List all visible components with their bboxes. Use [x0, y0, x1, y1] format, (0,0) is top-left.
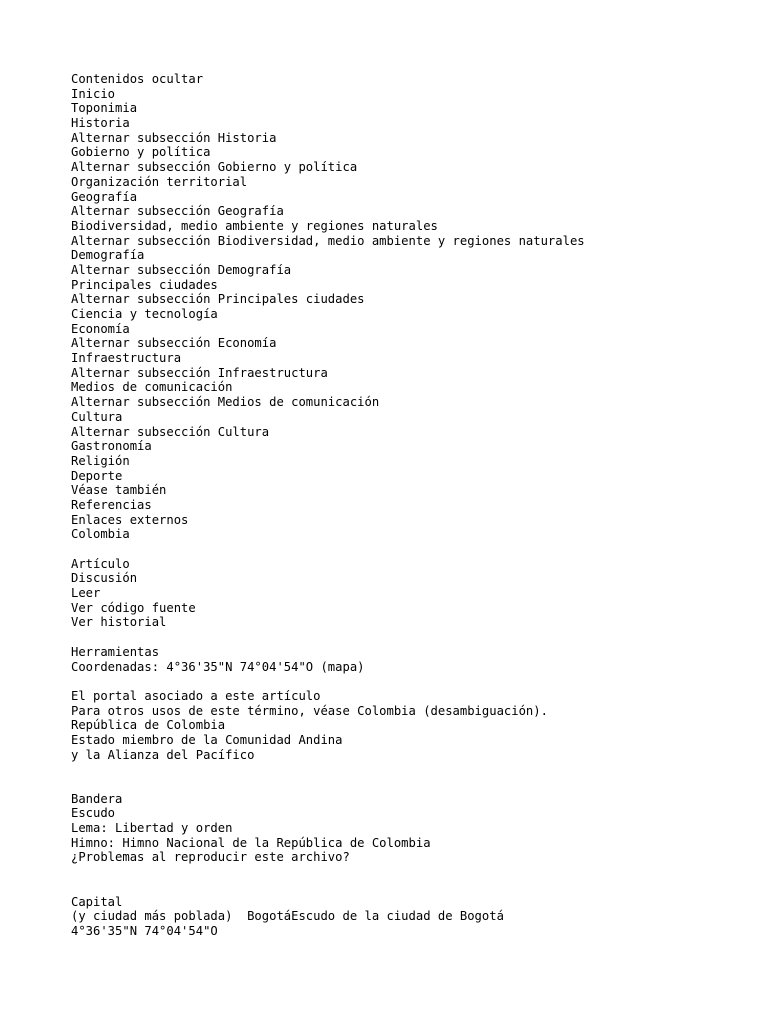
toc-item[interactable]: Referencias — [71, 497, 152, 512]
member-line-1: Estado miembro de la Comunidad Andina — [71, 732, 343, 747]
toc-item[interactable]: Alternar subsección Infraestructura — [71, 365, 328, 380]
toc-item[interactable]: Principales ciudades — [71, 277, 218, 292]
toc-item[interactable]: Alternar subsección Medios de comunicación — [71, 395, 380, 410]
anthem-text[interactable]: Himno: Himno Nacional de la República de Colombia — [71, 835, 431, 850]
toc-header[interactable]: Contenidos ocultar — [71, 72, 204, 86]
table-of-contents — [71, 72, 761, 542]
capital-label: Capital — [71, 894, 123, 909]
page-tab[interactable]: Discusión — [71, 571, 138, 586]
coat-of-arms-label[interactable]: Escudo — [71, 806, 116, 821]
spacer — [71, 630, 761, 645]
toc-item[interactable]: Medios de comunicación — [71, 380, 233, 395]
toc-item[interactable]: Deporte — [71, 468, 123, 483]
page-tab[interactable]: Ver código fuente — [71, 600, 196, 615]
toc-item[interactable]: Gobierno y política — [71, 145, 211, 160]
toc-item[interactable]: Cultura — [71, 409, 123, 424]
page-tab[interactable]: Ver historial — [71, 615, 167, 630]
toc-item[interactable]: Infraestructura — [71, 351, 182, 366]
toc-list — [71, 87, 761, 528]
capital-section — [71, 895, 761, 939]
page-tab[interactable]: Artículo — [71, 556, 130, 571]
symbols-section — [71, 792, 761, 865]
spacer — [71, 762, 761, 791]
toc-item[interactable]: Véase también — [71, 483, 167, 498]
toc-item[interactable]: Alternar subsección Demografía — [71, 262, 292, 277]
document-body — [71, 72, 761, 939]
coordinates-text[interactable]: Coordenadas: 4°36'35"N 74°04'54"O (mapa) — [71, 659, 365, 674]
official-name: República de Colombia — [71, 718, 226, 733]
audio-problem-link[interactable]: ¿Problemas al reproducir este archivo? — [71, 850, 350, 865]
toc-item[interactable]: Economía — [71, 321, 130, 336]
toc-item[interactable]: Alternar subsección Geografía — [71, 204, 284, 219]
toc-item[interactable]: Alternar subsección Cultura — [71, 424, 270, 439]
spacer — [71, 674, 761, 689]
page-tabs — [71, 557, 761, 630]
member-line-2: y la Alianza del Pacífico — [71, 747, 255, 762]
toc-item[interactable]: Alternar subsección Principales ciudades — [71, 292, 365, 307]
toc-item[interactable]: Ciencia y tecnología — [71, 307, 218, 321]
toc-item[interactable]: Alternar subsección Gobierno y política — [71, 160, 358, 175]
spacer — [71, 865, 761, 894]
toc-item[interactable]: Alternar subsección Economía — [71, 336, 277, 351]
tools-section — [71, 645, 761, 674]
page-tab[interactable]: Leer — [71, 586, 101, 601]
toc-item[interactable]: Organización territorial — [71, 174, 248, 189]
intro-section — [71, 689, 761, 762]
tools-label[interactable]: Herramientas — [71, 644, 160, 659]
flag-label[interactable]: Bandera — [71, 791, 123, 806]
toc-item[interactable]: Alternar subsección Historia — [71, 130, 277, 145]
motto-text: Lema: Libertad y orden — [71, 821, 233, 836]
capital-detail[interactable]: (y ciudad más poblada) BogotáEscudo de la ciudad de Bogotá — [71, 909, 504, 924]
toc-item[interactable]: Enlaces externos — [71, 512, 189, 527]
toc-item[interactable]: Geografía — [71, 189, 138, 204]
toc-item[interactable]: Toponimia — [71, 101, 138, 116]
toc-item[interactable]: Religión — [71, 453, 130, 468]
toc-item[interactable]: Inicio — [71, 86, 116, 101]
portal-link[interactable]: El portal asociado a este artículo — [71, 688, 321, 703]
toc-item[interactable]: Alternar subsección Biodiversidad, medio ambiente y regiones naturales — [71, 233, 585, 248]
disambiguation-note[interactable]: Para otros usos de este término, véase Colombia (desambiguación). — [71, 703, 548, 718]
article-title: Colombia — [71, 527, 130, 542]
toc-item[interactable]: Historia — [71, 116, 130, 131]
toc-item[interactable]: Gastronomía — [71, 439, 152, 454]
capital-coordinates[interactable]: 4°36'35"N 74°04'54"O — [71, 923, 218, 938]
toc-item[interactable]: Biodiversidad, medio ambiente y regiones naturales — [71, 218, 438, 233]
toc-item[interactable]: Demografía — [71, 248, 145, 263]
spacer — [71, 542, 761, 557]
